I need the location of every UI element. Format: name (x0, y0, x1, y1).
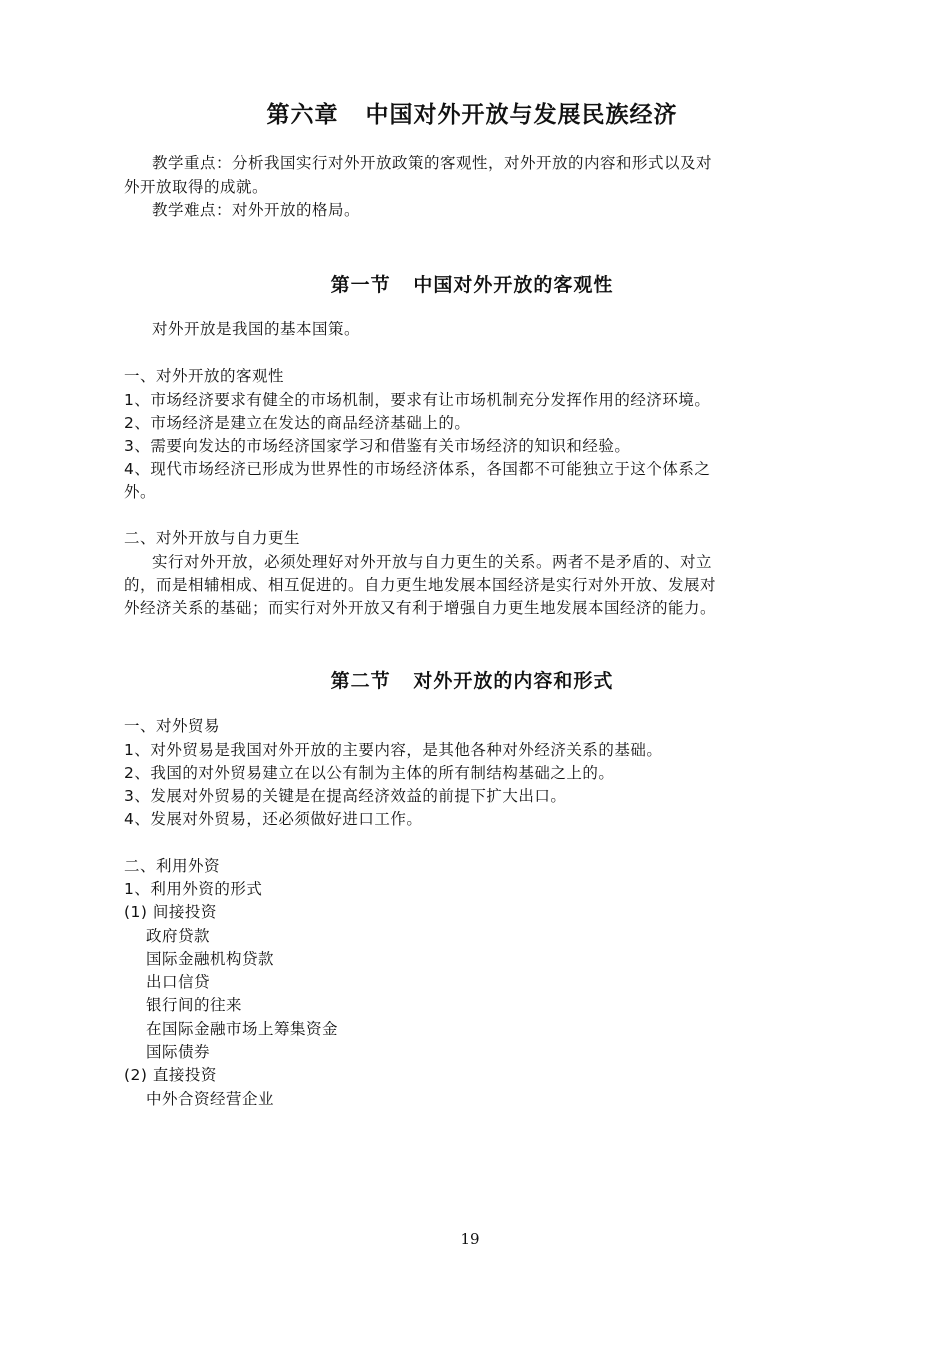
teaching-focus-line1: 教学重点：分析我国实行对外开放政策的客观性，对外开放的内容和形式以及对 (152, 154, 713, 172)
list-item: 国际金融机构贷款 (146, 950, 275, 968)
section1-intro: 对外开放是我国的基本国策。 (152, 320, 361, 338)
list-item: 1、对外贸易是我国对外开放的主要内容，是其他各种对外经济关系的基础。 (124, 741, 663, 759)
list-item: 出口信贷 (146, 973, 211, 991)
section2-part1-heading: 一、对外贸易 (124, 717, 221, 735)
section2-title: 第二节 对外开放的内容和形式 (330, 670, 614, 692)
page-number: 19 (460, 1230, 480, 1248)
list-item: 中外合资经营企业 (146, 1090, 275, 1108)
teaching-difficulty: 教学难点：对外开放的格局。 (152, 201, 361, 219)
section2-part2-heading: 二、利用外资 (124, 857, 221, 875)
chapter-title: 第六章 中国对外开放与发展民族经济 (266, 101, 678, 128)
section1-title: 第一节 中国对外开放的客观性 (330, 274, 614, 296)
list-item: 1、市场经济要求有健全的市场机制，要求有让市场机制充分发挥作用的经济环境。 (124, 391, 711, 409)
list-item: 4、发展对外贸易，还必须做好进口工作。 (124, 810, 423, 828)
paragraph-line: 外经济关系的基础；而实行对外开放又有利于增强自力更生地发展本国经济的能力。 (124, 599, 717, 617)
list-item: 3、发展对外贸易的关键是在提高经济效益的前提下扩大出口。 (124, 787, 567, 805)
indirect-investment-label: (1) 间接投资 (124, 903, 217, 921)
list-item: 政府贷款 (146, 927, 211, 945)
section2-part2-sub1: 1、利用外资的形式 (124, 880, 263, 898)
direct-investment-label: (2) 直接投资 (124, 1066, 217, 1084)
list-item: 在国际金融市场上筹集资金 (146, 1020, 339, 1038)
teaching-focus-line2: 外开放取得的成就。 (124, 178, 269, 196)
section1-part1-heading: 一、对外开放的客观性 (124, 367, 285, 385)
paragraph-line: 的，而是相辅相成、相互促进的。自力更生地发展本国经济是实行对外开放、发展对 (124, 576, 717, 594)
list-item: 2、市场经济是建立在发达的商品经济基础上的。 (124, 414, 471, 432)
list-item-continuation: 外。 (124, 483, 157, 501)
paragraph-line: 实行对外开放，必须处理好对外开放与自力更生的关系。两者不是矛盾的、对立 (152, 553, 713, 571)
list-item: 2、我国的对外贸易建立在以公有制为主体的所有制结构基础之上的。 (124, 764, 615, 782)
list-item: 银行间的往来 (146, 996, 243, 1014)
list-item: 3、需要向发达的市场经济国家学习和借鉴有关市场经济的知识和经验。 (124, 437, 631, 455)
section1-part2-heading: 二、对外开放与自力更生 (124, 529, 301, 547)
list-item: 4、现代市场经济已形成为世界性的市场经济体系，各国都不可能独立于这个体系之 (124, 460, 711, 478)
list-item: 国际债券 (146, 1043, 211, 1061)
